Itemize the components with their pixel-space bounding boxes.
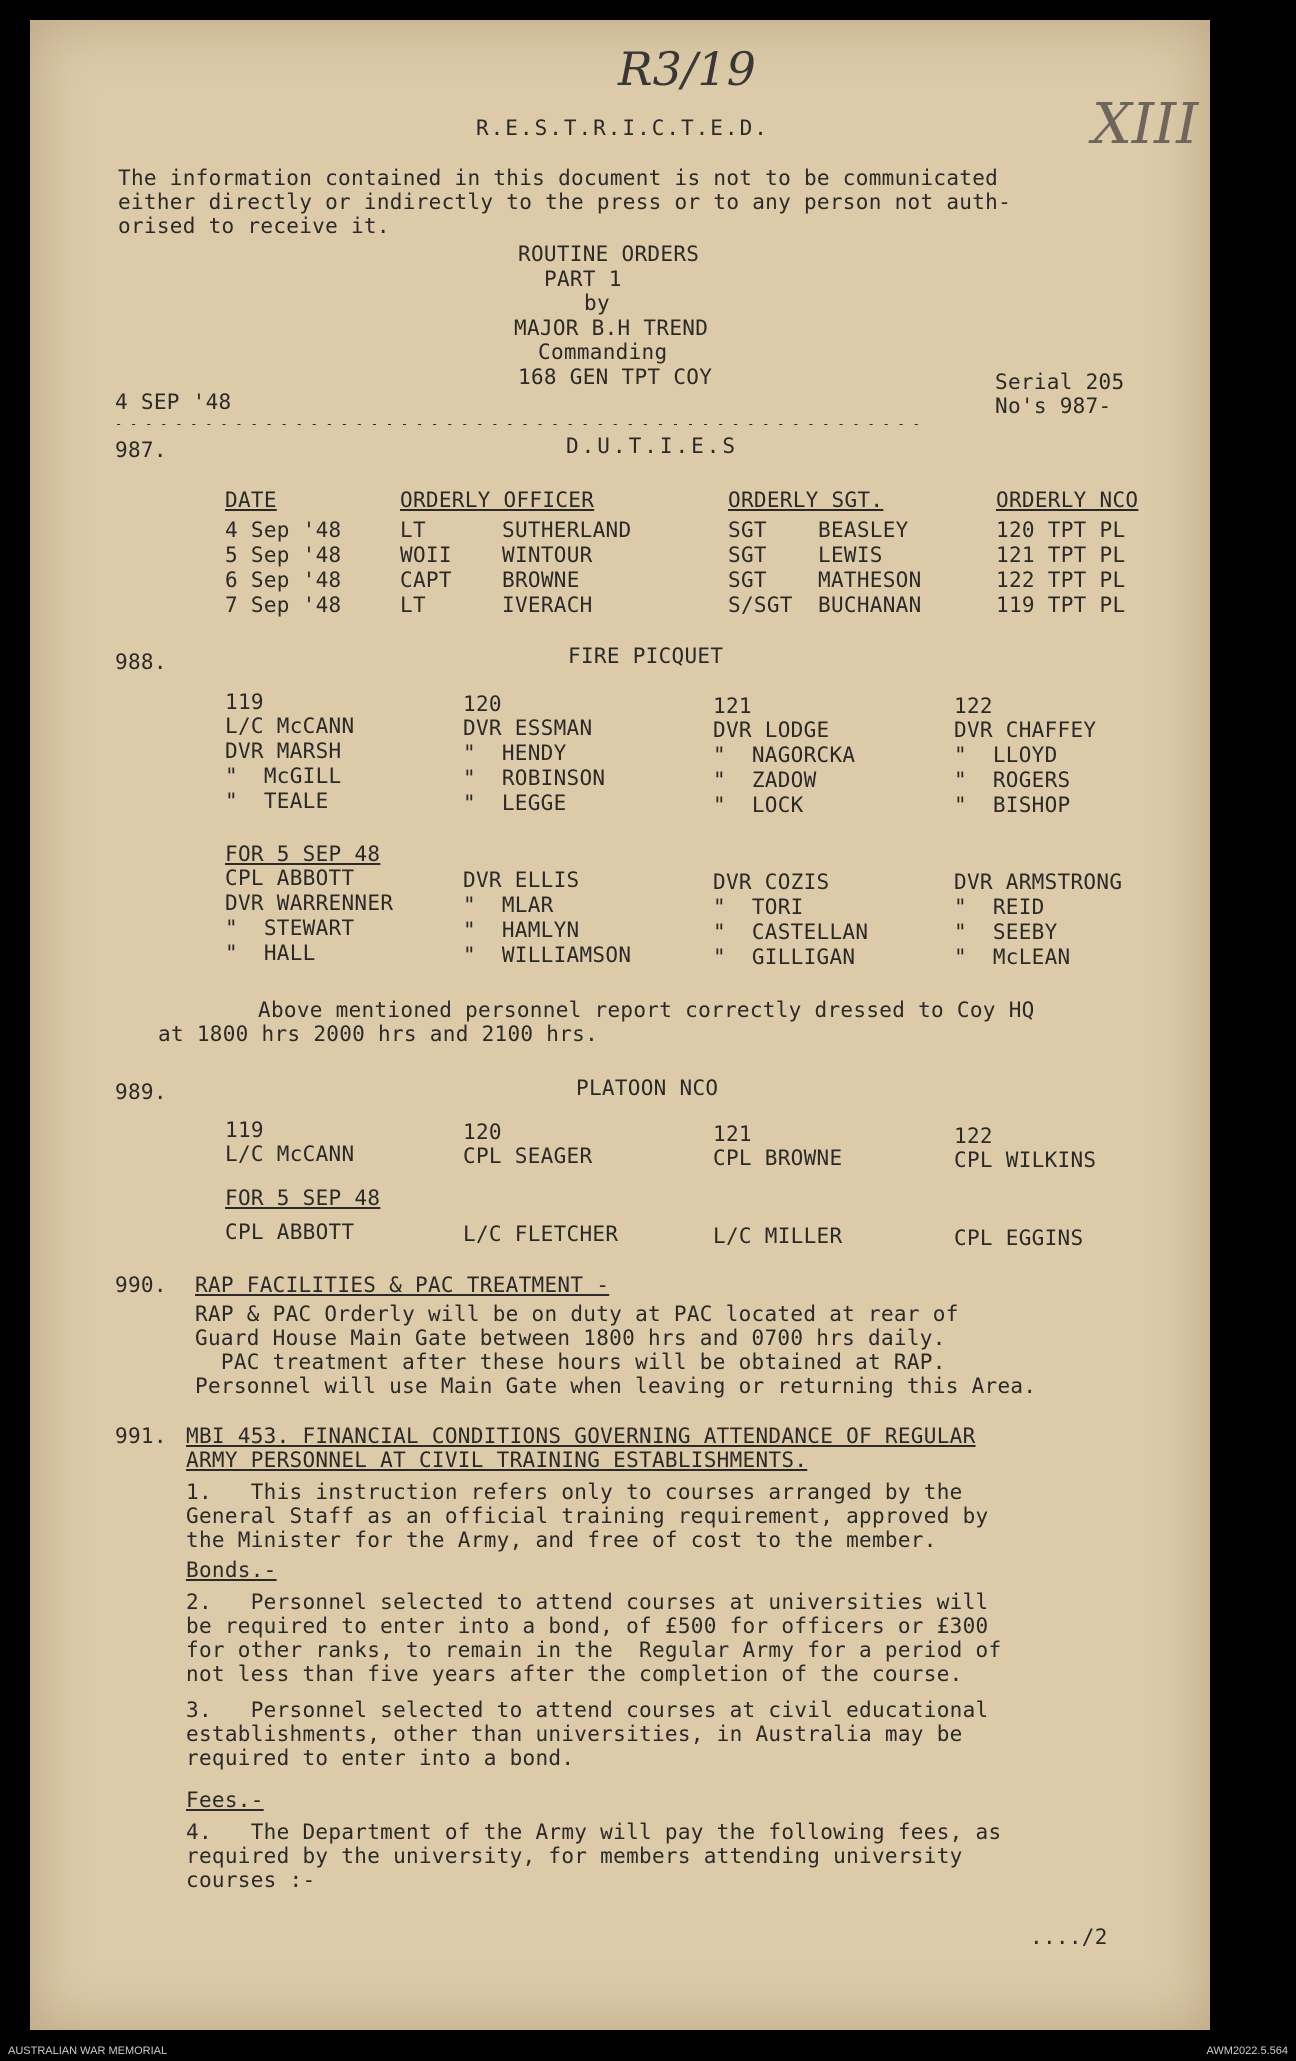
duty-officer-name: WINTOUR [502, 543, 593, 567]
order-number-989: 989. [115, 1080, 167, 1104]
duty-sgt-rank: SGT [728, 543, 767, 567]
picquet-member: " CASTELLAN [713, 920, 869, 944]
picquet-member: " HENDY [463, 741, 567, 765]
rap-line: PAC treatment after these hours will be obtained at RAP. [195, 1350, 946, 1374]
platoon-nco-reserve: CPL ABBOTT [225, 1220, 355, 1244]
platoon-nco-name: CPL BROWNE [713, 1146, 843, 1170]
duty-officer-name: SUTHERLAND [502, 518, 632, 542]
platoon-number: 119 [225, 1118, 264, 1142]
duty-sgt-rank: SGT [728, 568, 767, 592]
picquet-member: " LOCK [713, 793, 804, 817]
rap-line: Personnel will use Main Gate when leaving or returning this Area. [195, 1374, 1037, 1398]
order-number-990: 990. [115, 1273, 167, 1297]
duty-date: 7 Sep '48 [225, 593, 342, 617]
mbi-paragraph-1: General Staff as an official training requirement, approved by [186, 1504, 989, 1528]
picquet-member: " McLEAN [954, 945, 1071, 969]
footer-source: AUSTRALIAN WAR MEMORIAL [8, 2045, 168, 2057]
order-numbers: No's 987- [995, 394, 1112, 418]
picquet-member: DVR WARRENNER [225, 891, 394, 915]
picquet-member: " BISHOP [954, 793, 1071, 817]
mbi-paragraph-2: be required to enter into a bond, of £500 for officers or £300 [186, 1614, 989, 1638]
platoon-number: 120 [463, 692, 502, 716]
order-number-987: 987. [115, 438, 167, 462]
platoon-nco-reserve: L/C MILLER [713, 1224, 843, 1248]
title-commander: MAJOR B.H TREND [514, 316, 709, 340]
picquet-member: " LLOYD [954, 743, 1058, 767]
picquet-member: DVR CHAFFEY [954, 718, 1097, 742]
duty-sgt-name: LEWIS [818, 543, 883, 567]
mbi-paragraph-1: the Minister for the Army, and free of cost to the member. [186, 1528, 937, 1552]
platoon-number: 119 [225, 690, 264, 714]
platoon-nco-heading: PLATOON NCO [576, 1076, 719, 1100]
duty-date: 6 Sep '48 [225, 568, 342, 592]
fees-heading: Fees.- [186, 1788, 264, 1812]
picquet-report-line-2: at 1800 hrs 2000 hrs and 2100 hrs. [158, 1022, 599, 1046]
platoon-number: 120 [463, 1120, 502, 1144]
picquet-member: " STEWART [225, 916, 355, 940]
duty-sgt-rank: S/SGT [728, 593, 793, 617]
mbi-paragraph-3: required to enter into a bond. [186, 1746, 575, 1770]
mbi-title-line-1: MBI 453. FINANCIAL CONDITIONS GOVERNING ATTENDANCE OF REGULAR [186, 1424, 976, 1448]
platoon-number: 121 [713, 1122, 752, 1146]
duty-nco-platoon: 121 TPT PL [996, 543, 1126, 567]
picquet-member: " WILLIAMSON [463, 943, 632, 967]
picquet-member: DVR MARSH [225, 739, 342, 763]
platoon-nco-name: CPL SEAGER [463, 1144, 593, 1168]
duty-officer-rank: CAPT [400, 568, 452, 592]
handwritten-corner-mark: XIII [1092, 92, 1199, 157]
picquet-member: " ZADOW [713, 768, 817, 792]
duties-col-date: DATE [225, 488, 277, 512]
restricted-heading: R.E.S.T.R.I.C.T.E.D. [476, 116, 769, 140]
mbi-paragraph-4: 4. The Department of the Army will pay the following fees, as [186, 1820, 1002, 1844]
picquet-member: " ROBINSON [463, 766, 606, 790]
picquet-member: " HALL [225, 941, 316, 965]
notice-line-1: The information contained in this document is not to be communicated [118, 166, 999, 190]
page-continuation: ..../2 [1030, 1925, 1108, 1949]
picquet-member: " McGILL [225, 764, 342, 788]
dotted-separator: - - - - - - - - - - - - - - - - - - - - - - - - - - - - - - - - - - - - - - - - - - - - - - - - - - - - - - [115, 417, 921, 431]
mbi-paragraph-4: courses :- [186, 1868, 316, 1892]
title-unit: 168 GEN TPT COY [518, 365, 713, 389]
serial-number: Serial 205 [995, 370, 1125, 394]
picquet-member: " HAMLYN [463, 918, 580, 942]
picquet-member: DVR COZIS [713, 870, 830, 894]
duties-heading: D.U.T.I.E.S [566, 434, 739, 458]
duty-officer-rank: WOII [400, 543, 452, 567]
platoon-nco-for-date: FOR 5 SEP 48 [225, 1186, 381, 1210]
fire-picquet-heading: FIRE PICQUET [568, 644, 724, 668]
picquet-member: " ROGERS [954, 768, 1071, 792]
picquet-member: DVR ELLIS [463, 868, 580, 892]
duties-col-sgt: ORDERLY SGT. [728, 488, 884, 512]
picquet-member: " SEEBY [954, 920, 1058, 944]
document-date: 4 SEP '48 [115, 390, 232, 414]
mbi-paragraph-3: 3. Personnel selected to attend courses at civil educational [186, 1698, 989, 1722]
platoon-number: 122 [954, 1124, 993, 1148]
picquet-member: " LEGGE [463, 791, 567, 815]
duty-sgt-rank: SGT [728, 518, 767, 542]
bonds-heading: Bonds.- [186, 1558, 277, 1582]
platoon-nco-name: L/C McCANN [225, 1142, 355, 1166]
order-number-988: 988. [115, 650, 167, 674]
mbi-title-line-2: ARMY PERSONNEL AT CIVIL TRAINING ESTABLISHMENTS. [186, 1448, 808, 1472]
duty-nco-platoon: 122 TPT PL [996, 568, 1126, 592]
platoon-nco-reserve: CPL EGGINS [954, 1226, 1084, 1250]
title-part: PART 1 [544, 267, 622, 291]
platoon-number: 122 [954, 694, 993, 718]
picquet-member: " REID [954, 895, 1045, 919]
picquet-member: DVR LODGE [713, 718, 830, 742]
mbi-paragraph-3: establishments, other than universities, in Australia may be [186, 1722, 963, 1746]
duty-date: 5 Sep '48 [225, 543, 342, 567]
mbi-paragraph-2: not less than five years after the completion of the course. [186, 1662, 963, 1686]
duty-officer-rank: LT [400, 518, 426, 542]
picquet-member: " TORI [713, 895, 804, 919]
duty-sgt-name: BUCHANAN [818, 593, 922, 617]
order-number-991: 991. [115, 1424, 167, 1448]
duties-col-nco: ORDERLY NCO [996, 488, 1139, 512]
picquet-member: " TEALE [225, 789, 329, 813]
footer-accession: AWM2022.5.564 [1206, 2045, 1288, 2057]
picquet-for-date: FOR 5 SEP 48 [225, 842, 381, 866]
picquet-member: CPL ABBOTT [225, 866, 355, 890]
document-page [30, 20, 1210, 2030]
title-by: by [584, 291, 610, 315]
duty-officer-name: BROWNE [502, 568, 580, 592]
picquet-member: DVR ARMSTRONG [954, 870, 1123, 894]
platoon-nco-reserve: L/C FLETCHER [463, 1222, 619, 1246]
picquet-member: " GILLIGAN [713, 945, 856, 969]
rap-line: RAP & PAC Orderly will be on duty at PAC located at rear of [195, 1302, 959, 1326]
notice-line-3: orised to receive it. [118, 214, 390, 238]
mbi-paragraph-2: 2. Personnel selected to attend courses at universities will [186, 1590, 989, 1614]
picquet-member: " NAGORCKA [713, 743, 856, 767]
mbi-paragraph-4: required by the university, for members attending university [186, 1844, 963, 1868]
platoon-number: 121 [713, 694, 752, 718]
duty-officer-rank: LT [400, 593, 426, 617]
duty-nco-platoon: 120 TPT PL [996, 518, 1126, 542]
title-routine-orders: ROUTINE ORDERS [518, 242, 700, 266]
duty-sgt-name: MATHESON [818, 568, 922, 592]
notice-line-2: either directly or indirectly to the press or to any person not auth- [118, 190, 1012, 214]
mbi-paragraph-1: 1. This instruction refers only to courses arranged by the [186, 1480, 963, 1504]
mbi-paragraph-2: for other ranks, to remain in the Regular Army for a period of [186, 1638, 1002, 1662]
duty-date: 4 Sep '48 [225, 518, 342, 542]
duty-nco-platoon: 119 TPT PL [996, 593, 1126, 617]
picquet-member: DVR ESSMAN [463, 716, 593, 740]
duties-col-officer: ORDERLY OFFICER [400, 488, 595, 512]
duty-officer-name: IVERACH [502, 593, 593, 617]
platoon-nco-name: CPL WILKINS [954, 1148, 1097, 1172]
duty-sgt-name: BEASLEY [818, 518, 909, 542]
rap-heading: RAP FACILITIES & PAC TREATMENT - [195, 1273, 610, 1297]
picquet-member: L/C McCANN [225, 714, 355, 738]
rap-line: Guard House Main Gate between 1800 hrs and 0700 hrs daily. [195, 1326, 946, 1350]
title-commanding: Commanding [538, 340, 668, 364]
handwritten-reference: R3/19 [618, 42, 756, 96]
picquet-report-line-1: Above mentioned personnel report correctly dressed to Coy HQ [258, 998, 1035, 1022]
picquet-member: " MLAR [463, 893, 554, 917]
